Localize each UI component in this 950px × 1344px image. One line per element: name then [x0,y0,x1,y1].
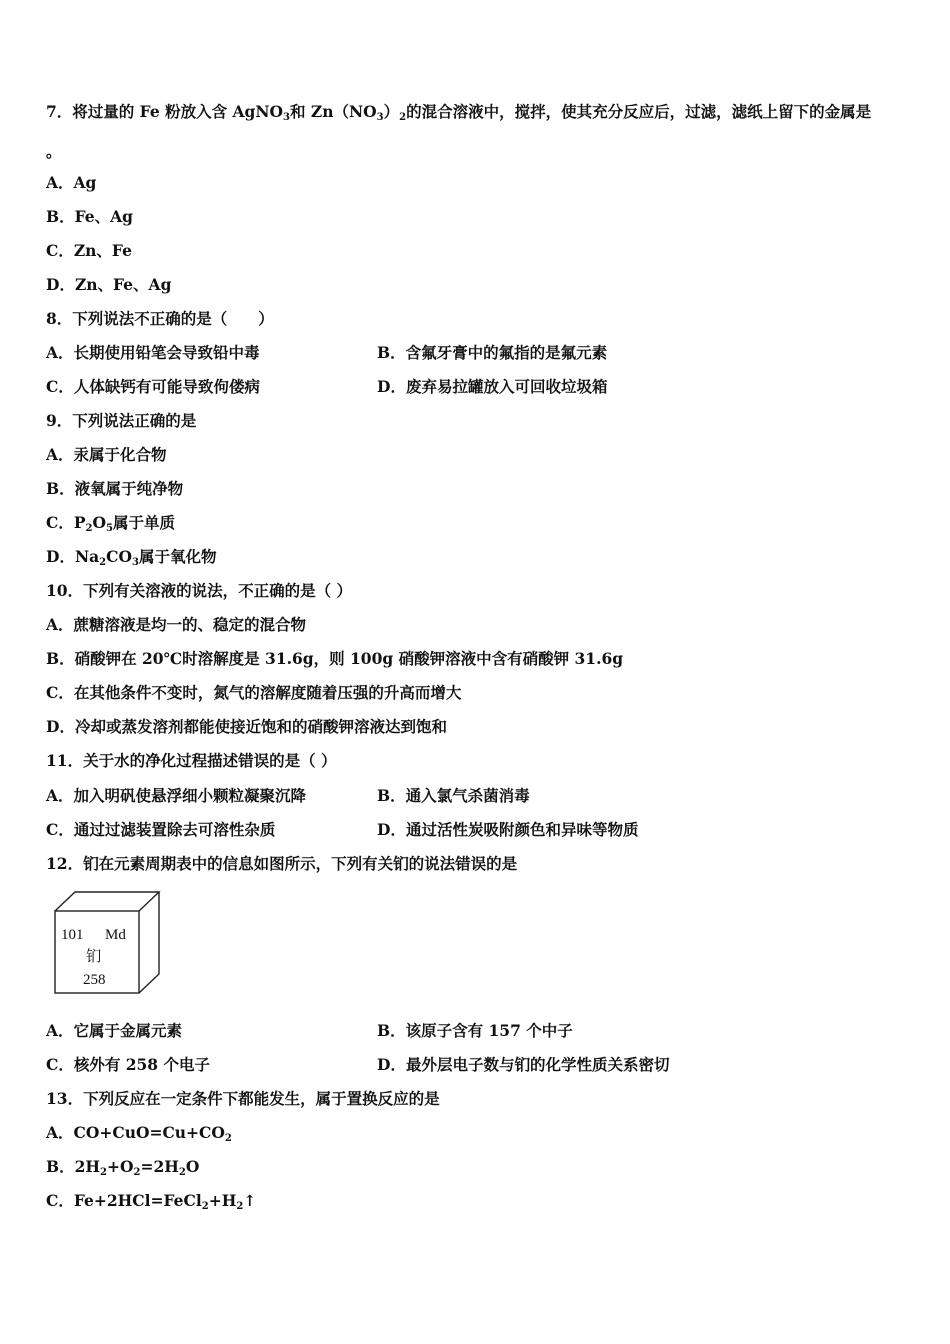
q9-option-a: A．汞属于化合物 [46,445,167,464]
q7-option-c: C．Zn、Fe [46,241,132,260]
element-name: 钔 [86,949,102,965]
q13-option-a: A．$CO+CuO=Cu+CO_2$ [46,1123,232,1144]
q13-stem: 13．下列反应在一定条件下都能发生，属于置换反应的是 [46,1089,440,1108]
q12-option-a: A．它属于金属元素 [46,1021,183,1040]
q12-option-b: B．该原子含有 157 个中子 [377,1021,573,1040]
q11-option-a: A．加入明矾使悬浮细小颗粒凝聚沉降 [46,786,307,805]
q7-option-b: B．Fe、Ag [46,207,133,226]
q9-option-d: D．$Na_2CO_3$属于氧化物 [46,547,217,568]
q12-stem: 12．钔在元素周期表中的信息如图所示，下列有关钔的说法错误的是 [46,854,518,873]
q11-stem: 11．关于水的净化过程描述错误的是（ ） [46,751,337,770]
element-atomic-mass: 258 [83,972,106,988]
q7-option-d: D．Zn、Fe、Ag [46,275,172,294]
element-tile-top-face [55,892,159,911]
q8-option-a: A．长期使用铅笔会导致铅中毒 [46,343,260,362]
q12-option-d: D．最外层电子数与钔的化学性质关系密切 [377,1055,670,1074]
q11-option-c: C．通过过滤装置除去可溶性杂质 [46,820,276,839]
q10-option-b: B．硝酸钾在 20℃时溶解度是 31.6g，则 100g 硝酸钾溶液中含有硝酸钾 31.6g [46,649,624,668]
q10-stem: 10．下列有关溶液的说法，不正确的是（ ） [46,581,352,600]
q9-option-c: C．$P_2O_5$属于单质 [46,513,175,534]
q13-option-c: C．$Fe+2HCl=FeCl_2+H_2↑$ [46,1191,257,1212]
q11-option-d: D．通过活性炭吸附颜色和异味等物质 [377,820,639,839]
q10-option-d: D．冷却或蒸发溶剂都能使接近饱和的硝酸钾溶液达到饱和 [46,717,447,736]
element-tile-figure [54,890,162,996]
q12-option-c: C．核外有 258 个电子 [46,1055,210,1074]
element-atomic-number: 101 [61,927,84,943]
q7-option-a: A．Ag [46,173,97,192]
q8-option-d: D．废弃易拉罐放入可回收垃圾箱 [377,377,608,396]
q10-option-c: C．在其他条件不变时，氮气的溶解度随着压强的升高而增大 [46,683,462,702]
q10-option-a: A．蔗糖溶液是均一的、稳定的混合物 [46,615,307,634]
q7-stem: 7．将过量的 Fe 粉放入含 AgNO$_3$和 $Zn(NO_3)_2$的混合溶液中，搅拌，使其充分反应后，过滤，滤纸上留下的金属是 [46,102,872,123]
element-symbol: Md [105,927,126,943]
q8-stem: 8．下列说法不正确的是（ ） [46,309,274,328]
q8-option-b: B．含氟牙膏中的氟指的是氟元素 [377,343,608,362]
q9-option-b: B．液氧属于纯净物 [46,479,184,498]
element-tile-side-face [139,892,159,993]
q13-option-b: B．$2H_2+O_2=2H_2O$ [46,1157,200,1178]
q11-option-b: B．通入氯气杀菌消毒 [377,786,530,805]
q7-stem-end: 。 [46,142,62,161]
q8-option-c: C．人体缺钙有可能导致佝偻病 [46,377,260,396]
q9-stem: 9．下列说法正确的是 [46,411,197,430]
